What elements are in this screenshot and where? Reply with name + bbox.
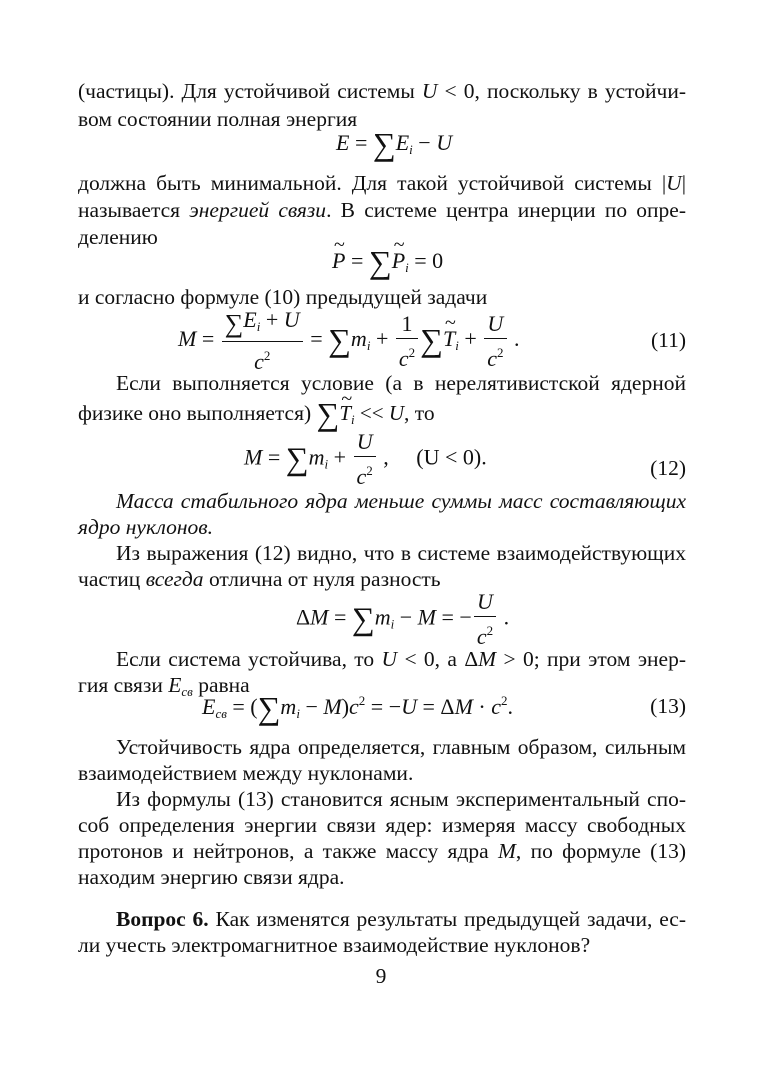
text-line-13: Если система устойчива, то U < 0, а ΔM > 0; при этом энер-: [116, 647, 687, 671]
text-line-10: ядро нуклонов.: [78, 515, 213, 539]
text-line-18: соб определения энергии связи ядер: измеряя массу свободных: [78, 813, 686, 837]
text-line-5: делению: [78, 225, 158, 249]
equation-number-11: (11): [650, 328, 686, 352]
text-line-14: гия связи $E_{св}$ равна: [78, 673, 250, 699]
text-line-16: взаимодействием между нуклонами.: [78, 761, 414, 785]
question-line-2: ли учесть электромагнитное взаимодействие нуклонов?: [78, 933, 591, 957]
equation-number-13: (13): [650, 694, 686, 718]
text-line-3: должна быть минимальной. Для такой устойчивой системы |U|: [78, 171, 686, 195]
text-line-15: Устойчивость ядра определяется, главным образом, сильным: [116, 735, 686, 759]
text-line-6: и согласно формуле (10) предыдущей задачи: [78, 285, 488, 309]
equation-number-12: (12): [650, 456, 686, 480]
equation-momentum: ~ P = ∑~ $P_i = 0$: [332, 246, 443, 278]
equation-mass-defect: $\Delta M = \sum m_i - M$ = − $\frac{U}{c^2}$ .: [296, 589, 510, 649]
equation-total-energy: $E = \sum E_i - U$: [336, 126, 453, 162]
text-line-12: частиц всегда отлична от нуля разность: [78, 567, 441, 591]
equation-12: $M = \sum m_i$ + $\frac{U}{c^2}$ , (U < 0).: [244, 429, 487, 489]
text-line-7: Если выполняется условие (а в нерелятивистской ядерной: [116, 371, 686, 395]
equation-13: $E_{св} = (\sum m_i - M)c^2 = -U = \Delta M \cdot c^2$.: [202, 690, 513, 726]
question-line-1: Вопрос 6. Как изменятся результаты предыдущей задачи, ес-: [116, 907, 686, 931]
text-line-11: Из выражения (12) видно, что в системе взаимодействующих: [116, 541, 686, 565]
page-number: 9: [375, 964, 387, 988]
equation-11: M = $\frac{\sum E_i + U}{c^2}$ = $\sum m_i$ + $\frac{1}{c^2}$ ∑~ $T_i$ + $\frac{U}{c^2}$ .: [178, 306, 520, 376]
text-line-19: протонов и нейтронов, а также массу ядра M, по формуле (13): [78, 839, 686, 863]
text-line-9: Масса стабильного ядра меньше суммы масс составляющих: [116, 489, 686, 513]
text-line-4: называется энергией связи. В системе центра инерции по опре-: [78, 198, 687, 222]
text-line-1: (частицы). Для устойчивой системы U < 0, поскольку в устойчи-: [78, 79, 686, 103]
text-line-20: находим энергию связи ядра.: [78, 865, 345, 889]
text-line-17: Из формулы (13) становится ясным экспериментальный спо-: [116, 787, 686, 811]
text-line-8: физике оно выполняется) ∑~ $T_i << U$, то: [78, 398, 686, 433]
text-line-2: вом состоянии полная энергия: [78, 107, 358, 131]
